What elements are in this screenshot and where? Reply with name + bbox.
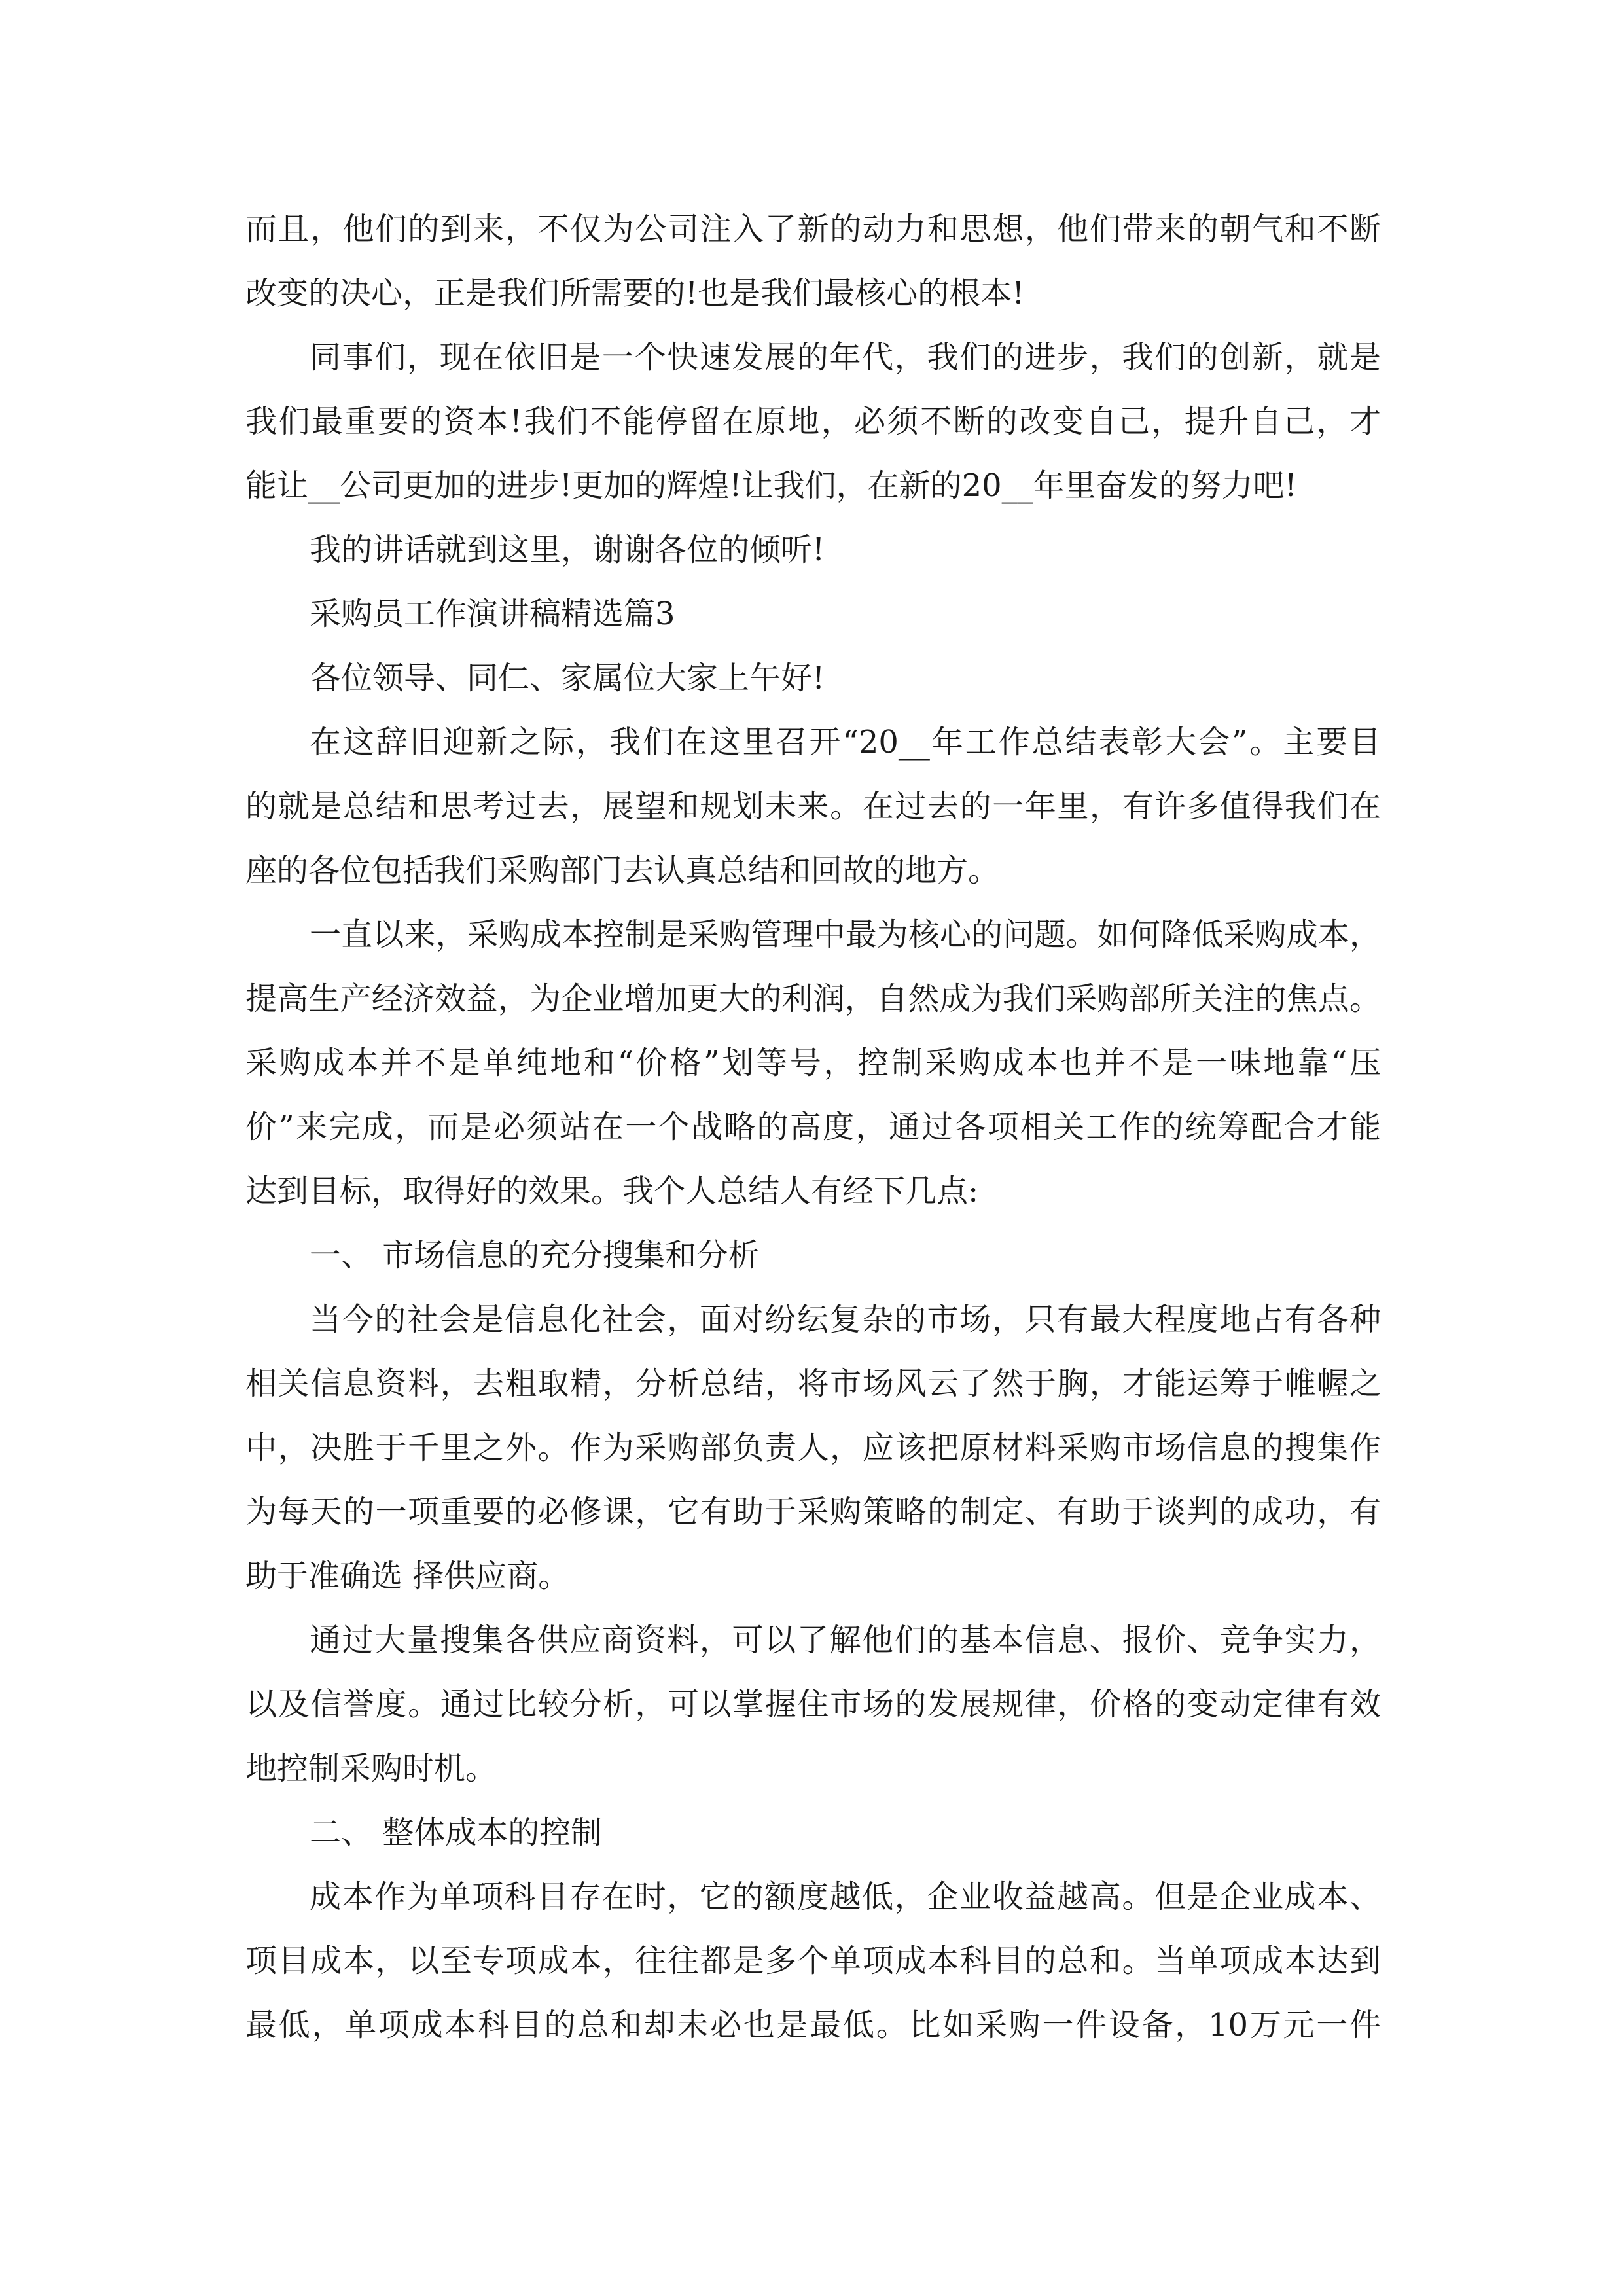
text-line: 能让__公司更加的进步!更加的辉煌!让我们，在新的20__年里奋发的努力吧! <box>245 467 1297 504</box>
text-line: 达到目标，取得好的效果。我个人总结人有经下几点: <box>245 1173 979 1210</box>
text-line: 成本作为单项科目存在时，它的额度越低，企业收益越高。但是企业成本、 <box>310 1878 1381 1915</box>
text-line: 地控制采购时机。 <box>245 1750 497 1787</box>
text-line: 同事们，现在依旧是一个快速发展的年代，我们的进步，我们的创新，就是 <box>310 339 1381 376</box>
text-line: 的就是总结和思考过去，展望和规划未来。在过去的一年里，有许多值得我们在 <box>245 788 1381 825</box>
text-line: 助于准确选 择供应商。 <box>245 1558 570 1594</box>
text-line: 一、 市场信息的充分搜集和分析 <box>310 1237 760 1274</box>
text-line: 当今的社会是信息化社会，面对纷纭复杂的市场，只有最大程度地占有各种 <box>310 1301 1381 1338</box>
text-line: 为每天的一项重要的必修课，它有助于采购策略的制定、有助于谈判的成功，有 <box>245 1494 1381 1530</box>
text-line: 我们最重要的资本!我们不能停留在原地，必须不断的改变自己，提升自己，才 <box>245 403 1381 440</box>
text-line: 相关信息资料，去粗取精，分析总结，将市场风云了然于胸，才能运筹于帷幄之 <box>245 1365 1381 1402</box>
text-line: 价”来完成，而是必须站在一个战略的高度，通过各项相关工作的统筹配合才能 <box>245 1109 1381 1145</box>
text-line: 座的各位包括我们采购部门去认真总结和回故的地方。 <box>245 852 1000 889</box>
text-line: 采购成本并不是单纯地和“价格”划等号，控制采购成本也并不是一味地靠“压 <box>245 1045 1381 1081</box>
text-line: 一直以来，采购成本控制是采购管理中最为核心的问题。如何降低采购成本， <box>310 916 1381 953</box>
text-line: 中，决胜于千里之外。作为采购部负责人，应该把原材料采购市场信息的搜集作 <box>245 1429 1381 1466</box>
text-line: 在这辞旧迎新之际，我们在这里召开“20__年工作总结表彰大会”。主要目 <box>310 724 1381 761</box>
text-line: 项目成本，以至专项成本，往往都是多个单项成本科目的总和。当单项成本达到 <box>245 1943 1381 1979</box>
text-line: 而且，他们的到来，不仅为公司注入了新的动力和思想，他们带来的朝气和不断 <box>245 211 1381 247</box>
text-line: 采购员工作演讲稿精选篇3 <box>310 596 675 632</box>
text-line: 各位领导、同仁、家属位大家上午好! <box>310 660 825 696</box>
text-line: 提高生产经济效益，为企业增加更大的利润，自然成为我们采购部所关注的焦点。 <box>245 980 1381 1017</box>
text-line: 我的讲话就到这里，谢谢各位的倾听! <box>310 531 825 568</box>
text-line: 最低，单项成本科目的总和却未必也是最低。比如采购一件设备，10万元一件 <box>245 2007 1381 2043</box>
text-line: 通过大量搜集各供应商资料，可以了解他们的基本信息、报价、竞争实力， <box>310 1622 1381 1659</box>
text-line: 改变的决心，正是我们所需要的!也是我们最核心的根本! <box>245 275 1025 312</box>
text-line: 二、 整体成本的控制 <box>310 1814 603 1851</box>
text-line: 以及信誉度。通过比较分析，可以掌握住市场的发展规律，价格的变动定律有效 <box>245 1686 1381 1723</box>
